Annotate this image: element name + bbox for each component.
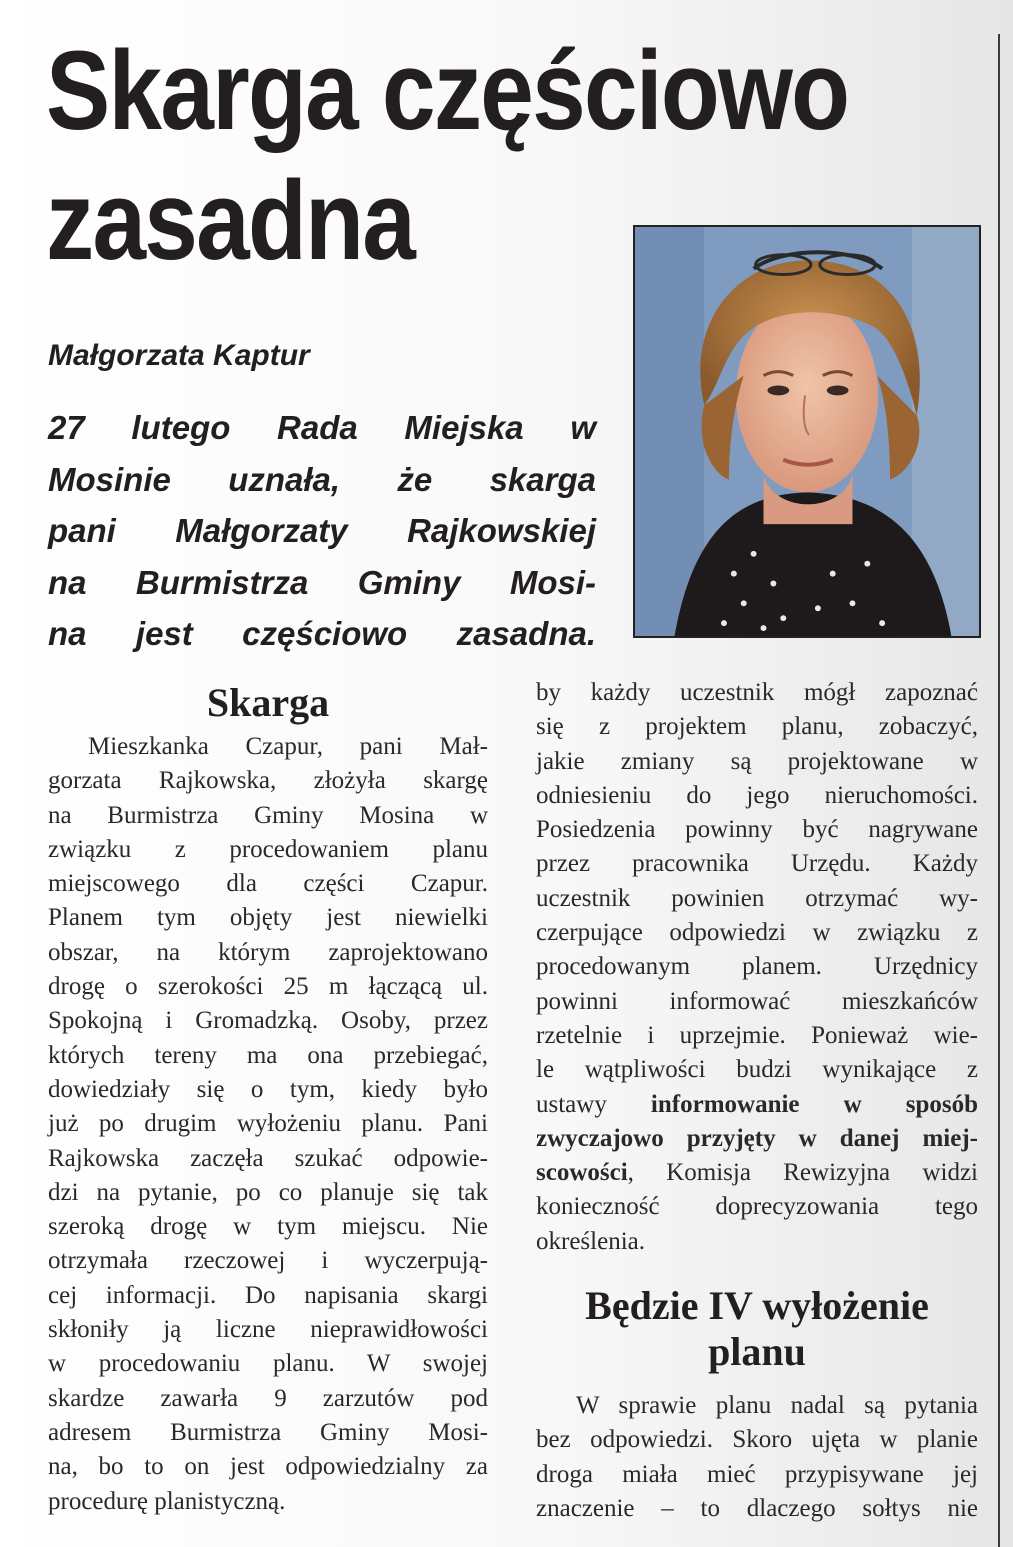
text-line: skłoniły ją liczne nieprawidłowości	[48, 1316, 488, 1344]
text-line: skardze zawarła 9 zarzutów pod	[48, 1384, 488, 1412]
text-line: by każdy uczestnik mógł zapoznać	[536, 679, 978, 706]
text-line: procedowanym planem. Urzędnicy	[536, 953, 978, 981]
text-line: Planem tym objęty jest niewielki	[48, 904, 488, 932]
heading-line: Będzie IV wyłożenie	[585, 1283, 929, 1329]
portrait-illustration	[635, 227, 979, 636]
lead-line: 27 lutego Rada Miejska w	[48, 409, 596, 446]
heading-line: planu	[708, 1329, 806, 1375]
text-line: konieczność doprecyzowania tego	[536, 1193, 978, 1221]
lead-line: na jest częściowo zasadna.	[48, 615, 596, 652]
text-line: odniesieniu do jego nieruchomości.	[536, 781, 978, 809]
text-line: powinni informować mieszkańców	[536, 987, 978, 1015]
text-line: drogę o szerokości 25 m łączącą ul.	[48, 973, 488, 1001]
section-heading-wylozenie	[536, 1283, 978, 1375]
lead-line: Mosinie uznała, że skarga	[48, 460, 596, 498]
text-line: rzetelnie i uprzejmie. Ponieważ wie-	[536, 1021, 978, 1049]
text-line: procedurę planistyczną.	[48, 1487, 286, 1515]
text-line: Posiedzenia powinny być nagrywane	[536, 816, 978, 844]
text-line: obszar, na którym zaprojektowano	[48, 938, 488, 966]
text-line-mixed	[536, 1156, 978, 1190]
text-line: określenia.	[536, 1227, 645, 1255]
lead-line: pani Małgorzaty Rajkowskiej	[48, 512, 596, 549]
column-rule	[998, 34, 1000, 1547]
text-line: na, bo to on jest odpowiedzialny za	[48, 1453, 488, 1481]
text-run: , Komisja Rewizyjna widzi	[627, 1159, 978, 1187]
text-line: w procedowaniu planu. W swojej	[48, 1350, 488, 1378]
text-line: droga miała mieć przypisywane jej	[536, 1460, 978, 1488]
emphasis-run: informowanie w sposób	[650, 1090, 979, 1118]
lead-line: na Burmistrza Gminy Mosi-	[48, 563, 596, 601]
emphasis-line: zwyczajowo przyjęty w danej miej-	[536, 1124, 978, 1152]
text-line: dowiedziały się o tym, kiedy było	[48, 1075, 488, 1103]
portrait-photo	[633, 225, 981, 638]
text-line: Mieszkanka Czapur, pani Mał-	[88, 733, 488, 760]
text-line: się z projektem planu, zobaczyć,	[536, 713, 978, 741]
headline-line: Skarga częściowo	[46, 28, 849, 153]
text-line: przez pracownika Urzędu. Każdy	[536, 850, 978, 878]
text-line: na Burmistrza Gminy Mosina w	[48, 801, 488, 829]
text-line: miejscowego dla części Czapur.	[48, 870, 488, 898]
text-line: których tereny ma ona przebiegać,	[48, 1041, 488, 1069]
text-line: szeroką drogę w tym miejscu. Nie	[48, 1213, 488, 1241]
right-column	[536, 676, 978, 1526]
text-line: Spokojną i Gromadzką. Osoby, przez	[48, 1007, 488, 1035]
body-paragraph	[48, 730, 488, 1519]
text-line-mixed	[536, 1088, 978, 1122]
text-line: jakie zmiany są projektowane w	[536, 747, 978, 775]
text-line: otrzymała rzeczowej i wyczerpują-	[48, 1247, 488, 1275]
text-line: Rajkowska zaczęła szukać odpowie-	[48, 1144, 488, 1172]
emphasis-run: scowości	[536, 1159, 628, 1187]
text-line: cej informacji. Do napisania skargi	[48, 1281, 488, 1309]
lead-paragraph	[48, 402, 596, 660]
text-line: uczestnik powinien otrzymać wy-	[536, 884, 978, 912]
section-heading-skarga: Skarga	[206, 680, 330, 725]
text-line: czerpujące odpowiedzi w związku z	[536, 919, 978, 947]
text-line: związku z procedowaniem planu	[48, 835, 488, 863]
text-line: znaczenie – to dlaczego sołtys nie	[536, 1494, 978, 1522]
author-byline: Małgorzata Kaptur	[48, 339, 310, 372]
text-line: dzi na pytanie, po co planuje się tak	[48, 1178, 488, 1206]
body-paragraph	[536, 1389, 978, 1526]
left-column	[48, 676, 488, 1519]
body-paragraph	[536, 676, 978, 1259]
text-line: adresem Burmistrza Gminy Mosi-	[48, 1418, 488, 1446]
text-run: ustawy	[536, 1090, 651, 1118]
headline-line: zasadna	[46, 158, 415, 283]
text-line: le wątpliwości budzi wynikające z	[536, 1056, 978, 1084]
text-line: gorzata Rajkowska, złożyła skargę	[48, 767, 488, 795]
text-line: W sprawie planu nadal są pytania	[576, 1392, 978, 1420]
text-line: już po drugim wyłożeniu planu. Pani	[48, 1110, 488, 1138]
text-line: bez odpowiedzi. Skoro ujęta w planie	[536, 1426, 978, 1454]
